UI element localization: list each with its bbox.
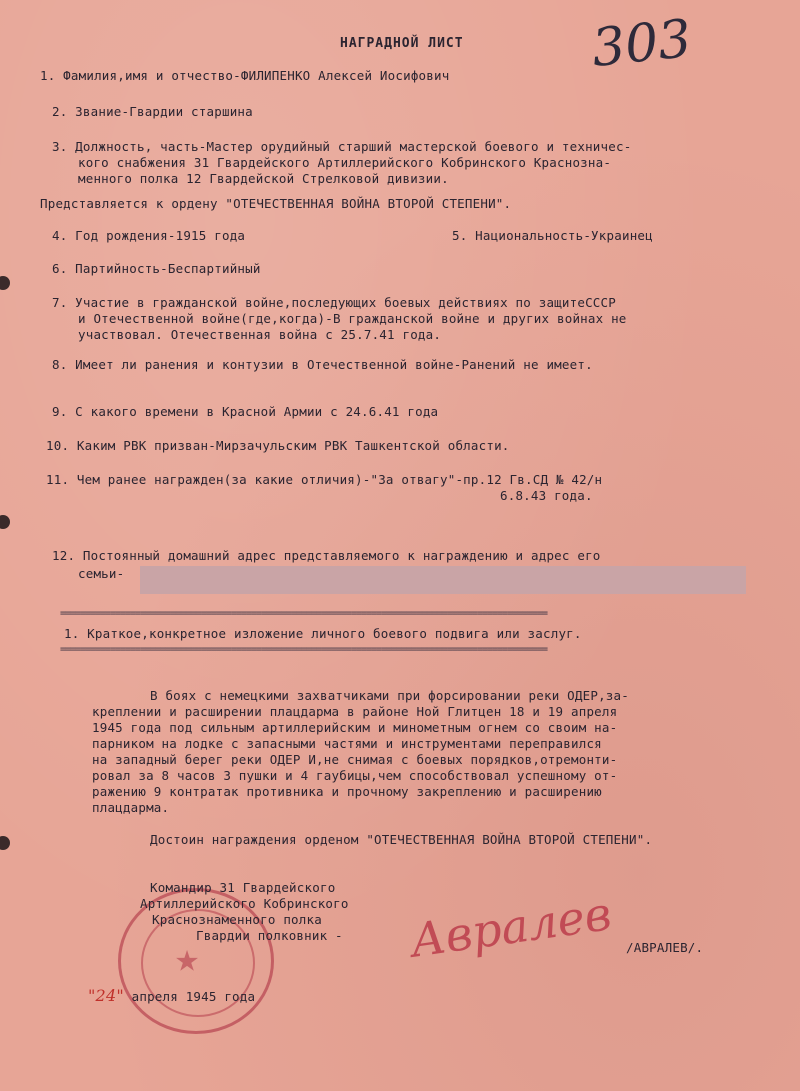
- item-7-participation-line3: участвовал. Отечественная война с 25.7.41 года.: [78, 327, 442, 342]
- body-line-7: ражению 9 контратак противника и прочному закреплению и расширению: [92, 784, 602, 799]
- handwritten-number: 303: [589, 8, 695, 80]
- body-line-6: ровал за 8 часов 3 пушки и 4 гаубицы,чем способствовал успешному от-: [92, 768, 618, 783]
- redacted-address: [140, 566, 746, 594]
- commander-signature: Авралев: [407, 886, 615, 968]
- item-7-participation-line2: и Отечественной войне(где,когда)-В гражданской войне и других войнах не: [78, 311, 627, 326]
- item-12-address-line1: 12. Постоянный домашний адрес представляемого к награждению и адрес его: [52, 548, 601, 563]
- item-2-rank: 2. Звание-Гвардии старшина: [52, 104, 253, 119]
- item-10-conscription: 10. Каким РВК призван-Мирзачульским РВК Ташкентской области.: [46, 438, 510, 453]
- body-line-4: парником на лодке с запасными частями и инструментами переправился: [92, 736, 602, 751]
- document-title: НАГРАДНОЙ ЛИСТ: [340, 36, 464, 51]
- commander-line-4: Гвардии полковник -: [196, 928, 343, 943]
- item-1-name: 1. Фамилия,имя и отчество-ФИЛИПЕНКО Алексей Иосифович: [40, 68, 450, 83]
- separator-top: =================================================================================================: [60, 608, 547, 619]
- section-1-heading: 1. Краткое,конкретное изложение личного боевого подвига или заслуг.: [64, 626, 582, 641]
- conclusion: Достоин награждения орденом "ОТЕЧЕСТВЕННАЯ ВОЙНА ВТОРОЙ СТЕПЕНИ".: [150, 832, 653, 847]
- date-day: "24": [88, 986, 124, 1005]
- document-date: [88, 986, 255, 1005]
- item-7-participation-line1: 7. Участие в гражданской войне,последующих боевых действиях по защитеСССР: [52, 295, 616, 310]
- separator-bottom: =================================================================================================: [60, 644, 547, 655]
- punch-hole-top: [0, 276, 10, 290]
- body-line-2: креплении и расширении плацдарма в районе Ной Глитцен 18 и 19 апреля: [92, 704, 618, 719]
- date-rest: апреля 1945 года: [131, 989, 256, 1004]
- body-line-3: 1945 года под сильным артиллерийским и минометным огнем со своим на-: [92, 720, 618, 735]
- item-6-party: 6. Партийность-Беспартийный: [52, 261, 261, 276]
- item-3-position-line3: менного полка 12 Гвардейской Стрелковой дивизии.: [78, 171, 449, 186]
- body-line-8: плацдарма.: [92, 800, 170, 815]
- item-3-position-line2: кого снабжения 31 Гвардейского Артиллерийского Кобринского Краснозна-: [78, 155, 612, 170]
- commander-line-3: Краснознаменного полка: [152, 912, 322, 927]
- commander-name: /АВРАЛЕВ/.: [626, 940, 704, 955]
- body-line-5: на западный берег реки ОДЕР И,не снимая с боевых порядков,отремонти-: [92, 752, 618, 767]
- presented-to-order: Представляется к ордену "ОТЕЧЕСТВЕННАЯ ВОЙНА ВТОРОЙ СТЕПЕНИ".: [40, 196, 512, 211]
- commander-line-1: Командир 31 Гвардейского: [150, 880, 336, 895]
- item-3-position-line1: 3. Должность, часть-Мастер орудийный старший мастерской боевого и техничес-: [52, 139, 632, 154]
- item-5-nationality: 5. Национальность-Украинец: [452, 228, 653, 243]
- item-9-service-start: 9. С какого времени в Красной Армии с 24.6.41 года: [52, 404, 439, 419]
- item-12-address-line2: семьи-: [78, 566, 125, 581]
- body-line-1: В боях с немецкими захватчиками при форсировании реки ОДЕР,за-: [150, 688, 629, 703]
- seal-star-icon: ★: [175, 935, 200, 981]
- item-11-previous-awards-date: 6.8.43 года.: [500, 488, 593, 503]
- item-11-previous-awards: 11. Чем ранее награжден(за какие отличия)-"За отвагу"-пр.12 Гв.СД № 42/н: [46, 472, 603, 487]
- punch-hole-bottom: [0, 836, 10, 850]
- commander-line-2: Артиллерийского Кобринского: [140, 896, 349, 911]
- item-8-wounds: 8. Имеет ли ранения и контузии в Отечественной войне-Ранений не имеет.: [52, 357, 593, 372]
- item-4-birth-year: 4. Год рождения-1915 года: [52, 228, 246, 243]
- punch-hole-middle: [0, 515, 10, 529]
